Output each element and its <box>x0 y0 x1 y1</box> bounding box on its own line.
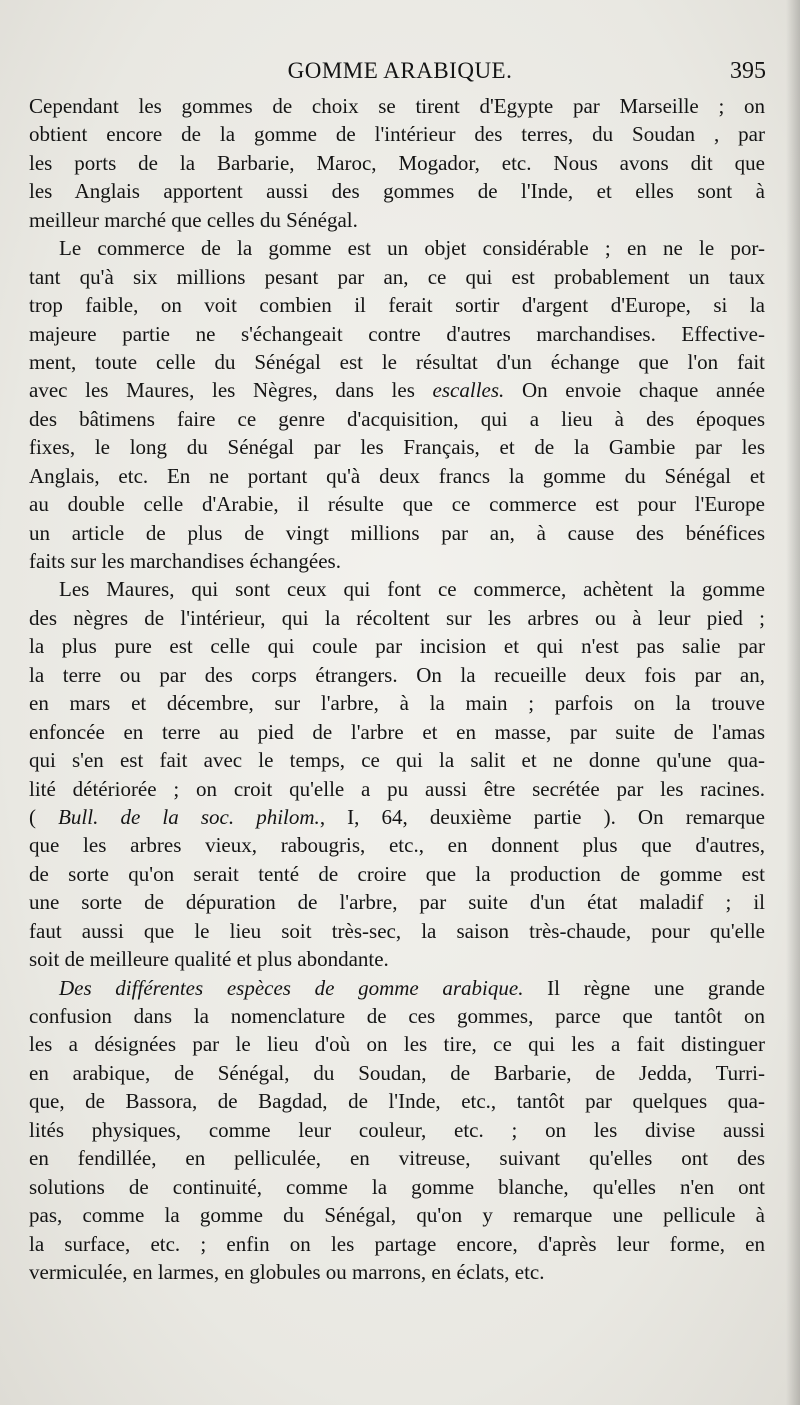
text-line: en arabique, de Sénégal, du Soudan, de Barbarie, de Jedda, Turri- <box>29 1060 765 1085</box>
text-line: enfoncée en terre au pied de l'arbre et en masse, par suite de l'amas <box>29 719 765 744</box>
text-line: Anglais, etc. En ne portant qu'à deux francs la gomme du Sénégal et <box>29 463 765 488</box>
text-line: Le commerce de la gomme est un objet considérable ; en ne le por- <box>59 236 765 261</box>
text-line: faut aussi que le lieu soit très-sec, la saison très-chaude, pour qu'elle <box>29 918 765 943</box>
text-line: faits sur les marchandises échangées. <box>29 549 341 573</box>
text-line-with-citation <box>29 803 765 831</box>
text-line: obtient encore de la gomme de l'intérieur des terres, du Soudan , par <box>29 122 765 147</box>
text-line: lités physiques, comme leur couleur, etc. ; on les divise aussi <box>29 1117 765 1142</box>
text-line: un article de plus de vingt millions par an, à cause des bénéfices <box>29 520 765 545</box>
page-number: 395 <box>730 58 766 84</box>
text-line: les Anglais apportent aussi des gommes de l'Inde, et elles sont à <box>29 179 765 204</box>
citation: Bull. de la soc. philom. <box>58 804 320 829</box>
section-heading: Des différentes espèces de gomme arabique. <box>59 975 524 1000</box>
text-line: la terre ou par des corps étrangers. On la recueille deux fois par an, <box>29 662 765 687</box>
text-line: meilleur marché que celles du Sénégal. <box>29 207 358 232</box>
text-line: solutions de continuité, comme la gomme blanche, qu'elles n'en ont <box>29 1174 765 1199</box>
text-line-with-italic <box>29 376 765 404</box>
text-line: lité détériorée ; on croit qu'elle a pu aussi être secrétée par les racines. <box>29 776 765 801</box>
text-line: la plus pure est celle qui coule par incision et qui n'est pas salie par <box>29 634 765 659</box>
text-line: majeure partie ne s'échangeait contre d'autres marchandises. Effective- <box>29 321 765 346</box>
text-line: au double celle d'Arabie, il résulte que ce commerce est pour l'Europe <box>29 492 765 517</box>
text-line: qui s'en est fait avec le temps, ce qui la salit et ne donne qu'une qua- <box>29 748 765 773</box>
text-line: fixes, le long du Sénégal par les Français, et de la Gambie par les <box>29 435 765 460</box>
text-line: en mars et décembre, sur l'arbre, à la main ; parfois on la trouve <box>29 691 765 716</box>
text-line: soit de meilleure qualité et plus abondante. <box>29 947 389 972</box>
italic-term: escalles. <box>432 378 505 403</box>
text-line: les a désignées par le lieu d'où on les tire, ce qui les a fait distinguer <box>29 1032 765 1057</box>
page-header <box>28 58 772 90</box>
text-fragment: , I, 64, deuxième partie ). On remarque <box>319 804 765 829</box>
section-heading-line <box>29 974 765 1002</box>
text-fragment: ( <box>29 804 59 829</box>
text-line: les ports de la Barbarie, Maroc, Mogador, etc. Nous avons dit que <box>29 150 765 175</box>
page-spine-shadow <box>786 0 800 1405</box>
text-fragment: Il règne une grande <box>523 975 765 1000</box>
text-line: confusion dans la nomenclature de ces gommes, parce que tantôt on <box>29 1004 765 1028</box>
text-line: Les Maures, qui sont ceux qui font ce commerce, achètent la gomme <box>59 577 765 602</box>
text-line: de sorte qu'on serait tenté de croire que la production de gomme est <box>29 861 765 886</box>
text-line: que, de Bassora, de Bagdad, de l'Inde, etc., tantôt par quelques qua- <box>29 1089 765 1114</box>
text-line: une sorte de dépuration de l'arbre, par suite d'un état maladif ; il <box>29 890 765 915</box>
text-line: Cependant les gommes de choix se tirent d'Egypte par Marseille ; on <box>29 94 765 118</box>
text-line: la surface, etc. ; enfin on les partage encore, d'après leur forme, en <box>29 1231 765 1256</box>
text-line: trop faible, on voit combien il ferait sortir d'argent d'Europe, si la <box>29 293 765 318</box>
text-fragment: On envoie chaque année <box>504 378 765 403</box>
text-line: que les arbres vieux, rabougris, etc., en donnent plus que d'autres, <box>29 833 765 858</box>
text-line: des nègres de l'intérieur, qui la récoltent sur les arbres ou à leur pied ; <box>29 605 765 630</box>
running-title: GOMME ARABIQUE. <box>287 58 513 83</box>
text-line: en fendillée, en pelliculée, en vitreuse, suivant qu'elles ont des <box>29 1146 765 1171</box>
text-line: tant qu'à six millions pesant par an, ce qui est probablement un taux <box>29 264 765 289</box>
text-line: pas, comme la gomme du Sénégal, qu'on y remarque une pellicule à <box>29 1203 765 1228</box>
text-line: des bâtimens faire ce genre d'acquisition, qui a lieu à des époques <box>29 406 765 431</box>
text-line: ment, toute celle du Sénégal est le résultat d'un échange que l'on fait <box>29 349 765 374</box>
body-text <box>29 92 765 1286</box>
text-fragment: avec les Maures, les Nègres, dans les <box>29 378 433 403</box>
text-line: vermiculée, en larmes, en globules ou marrons, en éclats, etc. <box>29 1259 545 1284</box>
